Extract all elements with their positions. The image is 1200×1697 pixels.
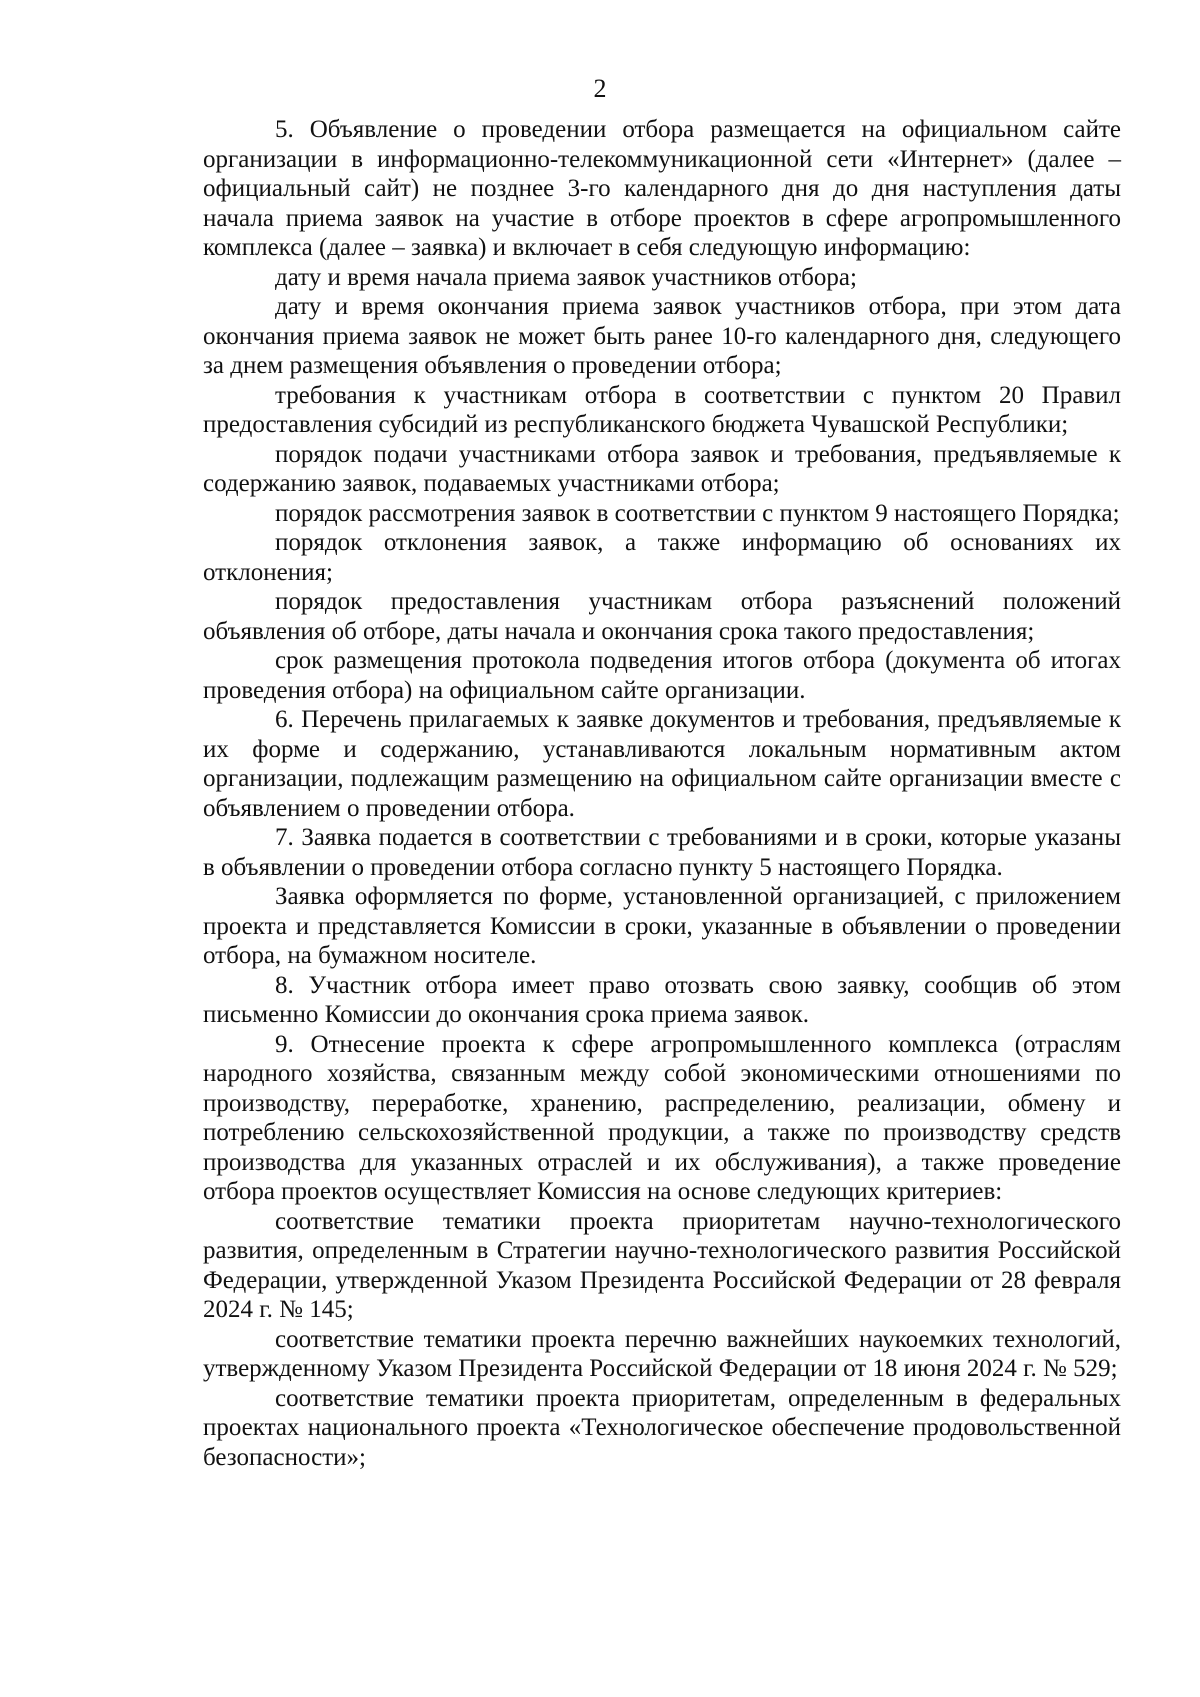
page-number: 2: [593, 74, 607, 103]
criterion-national-project: соответствие тематики проекта приоритетам, определенным в федеральных проектах национального проекта «Технологическое обеспечение продовольственной безопасности»;: [203, 1384, 1121, 1471]
list-item-start-date: дату и время начала приема заявок участников отбора;: [275, 263, 857, 291]
list-item-participant-requirements: требования к участникам отбора в соответствии с пунктом 20 Правил предоставления субсидий из республиканского бюджета Чувашской Республики;: [203, 381, 1121, 438]
list-item-clarifications: порядок предоставления участникам отбора разъяснений положений объявления об отборе, даты начала и окончания срока такого предоставления;: [203, 588, 1121, 645]
list-item-submission-procedure: порядок подачи участниками отбора заявок и требования, предъявляемые к содержанию заявок, подаваемых участниками отбора;: [203, 440, 1121, 497]
paragraph-7-application-form: Заявка оформляется по форме, установленной организацией, с приложением проекта и представляется Комиссии в сроки, указанные в объявлении о проведении отбора, на бумажном носителе.: [203, 883, 1121, 969]
paragraph-8: 8. Участник отбора имеет право отозвать свою заявку, сообщив об этом письменно Комиссии до окончания срока приема заявок.: [203, 971, 1121, 1028]
paragraph-5: 5. Объявление о проведении отбора размещается на официальном сайте организации в информационно-телекоммуникационной сети «Интернет» (далее – официальный сайт) не позднее 3-го календарного дня до дня наступления даты начала приема заявок на участие в отборе проектов в сфере агропромышленного комплекса (далее – заявка) и включает в себя следующую информацию:: [203, 116, 1121, 261]
list-item-review-procedure: порядок рассмотрения заявок в соответствии с пунктом 9 настоящего Порядка;: [275, 499, 1120, 527]
document-body: [203, 115, 1121, 1472]
paragraph-7: 7. Заявка подается в соответствии с требованиями и в сроки, которые указаны в объявлении о проведении отбора согласно пункту 5 настоящего Порядка.: [203, 824, 1121, 881]
list-item-end-date: дату и время окончания приема заявок участников отбора, при этом дата окончания приема заявок не может быть ранее 10-го календарного дня, следующего за днем размещения объявления о проведении отбора;: [203, 293, 1121, 379]
criterion-technologies: соответствие тематики проекта перечню важнейших наукоемких технологий, утвержденному Указом Президента Российской Федерации от 18 июня 2024 г. № 529;: [203, 1325, 1121, 1382]
paragraph-9: 9. Отнесение проекта к сфере агропромышленного комплекса (отраслям народного хозяйства, связанным между собой экономическими отношениями по производству, переработке, хранению, распределению, реализации, обмену и потреблению сельскохозяйственной продукции, а также по производству средств производства для указанных отраслей и их обслуживания), а также проведение отбора проектов осуществляет Комиссия на основе следующих критериев:: [203, 1030, 1121, 1205]
criterion-strategy: соответствие тематики проекта приоритетам научно-технологического развития, определенным в Стратегии научно-технологического развития Российской Федерации, утвержденной Указом Президента Российской Федерации от 28 февраля 2024 г. № 145;: [203, 1207, 1121, 1323]
list-item-protocol-deadline: срок размещения протокола подведения итогов отбора (документа об итогах проведения отбора) на официальном сайте организации.: [203, 647, 1121, 704]
paragraph-6: 6. Перечень прилагаемых к заявке документов и требования, предъявляемые к их форме и содержанию, устанавливаются локальным нормативным актом организации, подлежащим размещению на официальном сайте организации вместе с объявлением о проведении отбора.: [203, 706, 1121, 822]
list-item-rejection-procedure: порядок отклонения заявок, а также информацию об основаниях их отклонения;: [203, 529, 1121, 586]
